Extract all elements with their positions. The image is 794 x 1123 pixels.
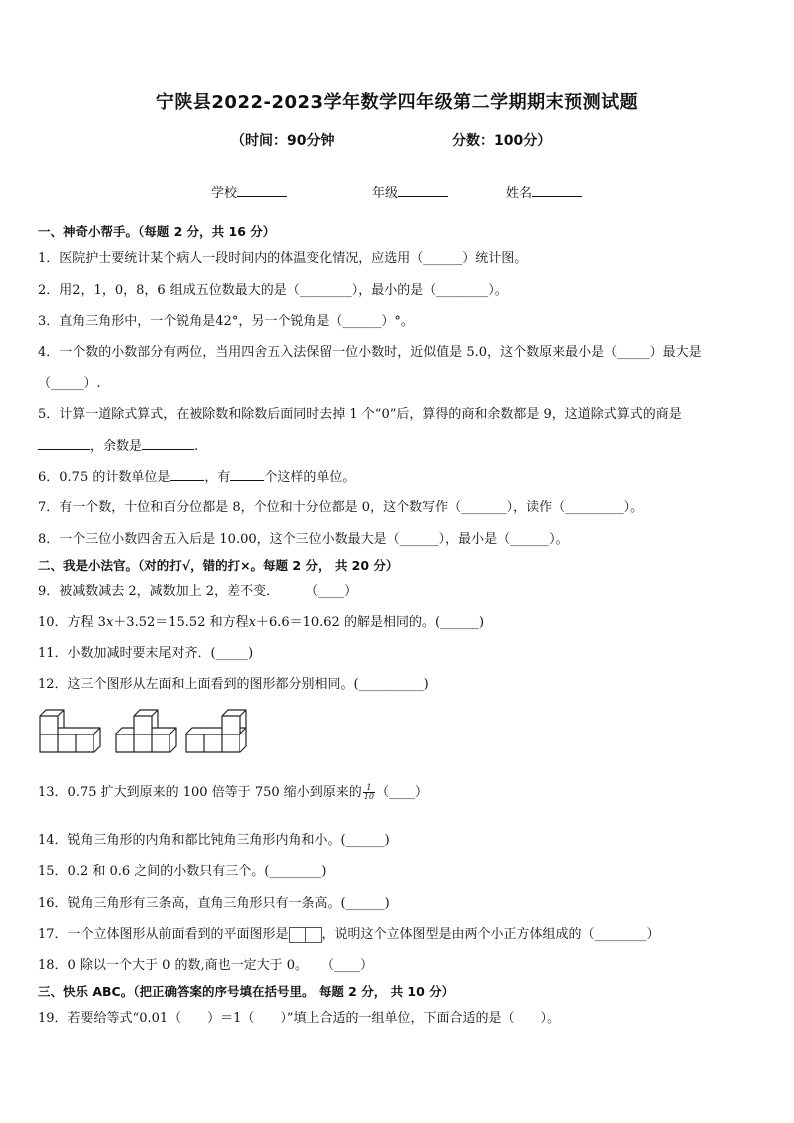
name-label: 姓名 (506, 186, 533, 201)
question-18: 18．0 除以一个大于 0 的数,商也一定大于 0。 （____） (38, 958, 374, 973)
q10-text-a: 10．方程 3 (38, 615, 106, 630)
q13-fraction (363, 784, 375, 801)
question-8: 8．一个三位小数四舍五入后是 10.00，这个三位小数最大是（______），最小是（______）。 (38, 532, 569, 547)
school-blank (237, 184, 287, 197)
school-label: 学校 (211, 186, 238, 201)
q5-dot: . (194, 439, 199, 454)
q5-quotient-blank (38, 437, 90, 450)
q6-text-b: ，有 (204, 470, 231, 485)
question-3: 3．直角三角形中，一个锐角是42°，另一个锐角是（______）°。 (38, 314, 414, 329)
q13-text-b: （____） (375, 785, 428, 800)
question-4-line-2: （_____）. (38, 376, 101, 391)
q6-blank-2 (230, 468, 264, 481)
question-12: 12．这三个图形从左面和上面看到的图形都分别相同。(__________) (38, 677, 429, 692)
grade-field[interactable] (372, 182, 448, 201)
question-15: 15．0.2 和 0.6 之间的小数只有三个。(________) (38, 864, 327, 879)
exam-time: （时间：90分钟 (231, 133, 335, 149)
exam-score: 分数：100分） (452, 133, 552, 149)
cube-figure-2 (116, 710, 176, 752)
q10-text-c: ＋6.6＝10.62 的解是相同的。(______) (255, 615, 485, 630)
question-19: 19．若要给等式“0.01（ ）＝1（ ）”填上合适的一组单位，下面合适的是（ ）。 (38, 1011, 561, 1026)
q17-text-b: ，说明这个立体图型是由两个小正方体组成的（________） (321, 927, 660, 942)
q10-var-2: x (248, 615, 256, 630)
question-17 (38, 926, 660, 944)
q6-text-c: 个这样的单位。 (264, 470, 356, 485)
question-7: 7．有一个数，十位和百分位都是 8，个位和十分位都是 0，这个数写作（_______），读作（_________）。 (38, 500, 644, 515)
page-title: 宁陕县2022-2023学年数学四年级第二学期期末预测试题 (155, 92, 639, 113)
question-5-line-2 (38, 437, 198, 456)
cube-figures-illustration (38, 706, 253, 754)
q17-text-a: 17．一个立体图形从前面看到的平面图形是 (38, 927, 289, 942)
cube-figure-1 (40, 710, 100, 752)
grade-blank (398, 184, 448, 197)
q13-fraction-denominator: 10 (363, 792, 374, 801)
square-icon-1 (289, 927, 306, 943)
question-16: 16．锐角三角形有三条高，直角三角形只有一条高。(______) (38, 896, 390, 911)
q5-remainder-blank (142, 437, 194, 450)
q10-text-b: ＋3.52＝15.52 和方程 (113, 615, 249, 630)
q5-remainder-label: ，余数是 (90, 439, 143, 454)
cube-figure-3 (186, 710, 246, 752)
question-11: 11．小数加减时要末尾对齐．(_____) (38, 646, 254, 661)
q13-text-a: 13．0.75 扩大到原来的 100 倍等于 750 缩小到原来的 (38, 785, 362, 800)
question-10 (38, 614, 484, 632)
school-field[interactable] (211, 182, 287, 201)
q13-fraction-numerator: 1 (363, 784, 375, 793)
question-13 (38, 784, 428, 802)
q6-text-a: 6．0.75 的计数单位是 (38, 470, 171, 485)
q6-blank-1 (170, 468, 204, 481)
grade-label: 年级 (372, 186, 399, 201)
name-blank (532, 184, 582, 197)
question-14: 14．锐角三角形的内角和都比钝角三角形内角和小。(______) (38, 833, 390, 848)
q10-var-1: x (105, 615, 114, 630)
question-4-line-1: 4．一个数的小数部分有两位，当用四舍五入法保留一位小数时，近似值是 5.0，这个数原来最小是（_____）最大是 (38, 345, 702, 360)
question-5-line-1: 5．计算一道除式算式，在被除数和除数后面同时去掉 1 个“0”后，算得的商和余数都是 9，这道除式算式的商是 (38, 407, 682, 422)
question-9: 9．被减数减去 2，减数加上 2，差不变． （____） (38, 584, 358, 599)
section-2-heading: 二、我是小法官。（对的打√，错的打×。每题 2 分， 共 20 分） (38, 558, 399, 573)
question-2: 2．用2，1，0，8，6 组成五位数最大的是（________），最小的是（________）。 (38, 283, 508, 298)
section-3-heading: 三、快乐 ABC。（把正确答案的序号填在括号里。 每题 2 分， 共 10 分） (38, 984, 455, 999)
section-1-heading: 一、神奇小帮手。（每题 2 分，共 16 分） (38, 224, 276, 239)
question-1: 1．医院护士要统计某个病人一段时间内的体温变化情况，应选用（______）统计图。 (38, 251, 528, 266)
square-icon-2 (306, 927, 322, 943)
name-field[interactable] (506, 182, 582, 201)
question-6 (38, 468, 355, 487)
